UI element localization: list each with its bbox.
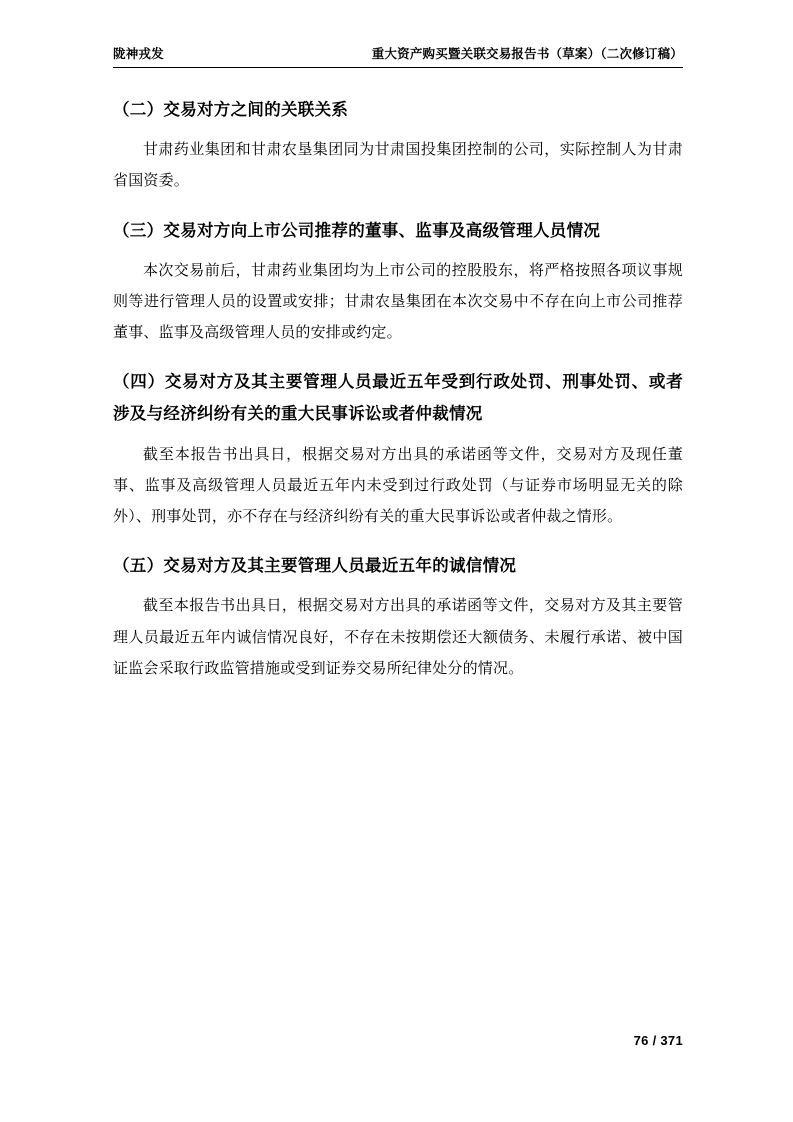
- spacer: [113, 247, 683, 256]
- section-heading-5: （五）交易对方及其主要管理人员最近五年的诚信情况: [113, 556, 517, 576]
- header-company-name: 陇神戎发: [113, 47, 164, 61]
- section-paragraph-4-1: 截至本报告书出具日，根据交易对方出具的承诺函等文件，交易对方及现任董事、监事及高级管理人员最近五年内未受到过行政处罚（与证券市场明显无关的除外）、刑事处罚，亦不存在与经济纠纷有关的重大民事诉讼或者仲裁之情形。: [113, 446, 683, 525]
- header-document-title: 重大资产购买暨关联交易报告书（草案）（二次修订稿）: [371, 47, 683, 61]
- page-header: [113, 44, 683, 68]
- spacer: [113, 533, 683, 550]
- section-paragraph-3-1: 本次交易前后，甘肃药业集团均为上市公司的控股股东，将严格按照各项议事规则等进行管理人员的设置或安排；甘肃农垦集团在本次交易中不存在向上市公司推荐董事、监事及高级管理人员的安排或约定。: [113, 262, 683, 342]
- spacer: [113, 349, 683, 366]
- section-paragraph-2-1: 甘肃药业集团和甘肃农垦集团同为甘肃国投集团控制的公司，实际控制人为甘肃省国资委。: [113, 142, 683, 190]
- spacer: [113, 582, 683, 591]
- page-number: 76 / 371: [633, 1033, 683, 1048]
- page-content: [113, 44, 683, 685]
- spacer: [113, 198, 683, 215]
- section-paragraph-5-1: 截至本报告书出具日，根据交易对方出具的承诺函等文件，交易对方及其主要管理人员最近五年内诚信情况良好，不存在未按期偿还大额债务、未履行承诺、被中国证监会采取行政监管措施或受到证券交易所纪律处分的情况。: [113, 598, 683, 677]
- section-heading-2: （二）交易对方之间的关联关系: [113, 100, 349, 119]
- spacer: [113, 431, 683, 440]
- spacer: [113, 126, 683, 135]
- document-body: [113, 94, 683, 685]
- section-heading-4: （四）交易对方及其主要管理人员最近五年受到行政处罚、刑事处罚、或者涉及与经济纠纷有关的重大民事诉讼或者仲裁情况: [113, 372, 683, 424]
- section-heading-3: （三）交易对方向上市公司推荐的董事、监事及高级管理人员情况: [113, 220, 601, 240]
